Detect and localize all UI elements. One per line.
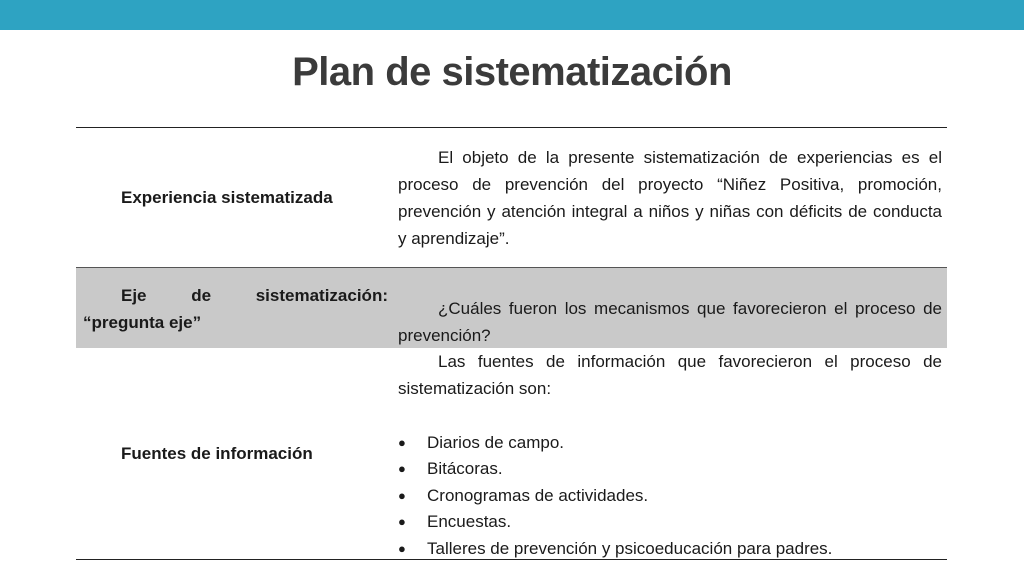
row-content: El objeto de la presente sistematización de experiencias es el proceso de prevención del proyecto “Niñez Positiva, promoción, prevención y atención integral a niños y niñas con déficits de conducta y aprendizaje”.: [398, 148, 942, 248]
bullet-icon: ●: [398, 514, 406, 530]
list-item: ● Cronogramas de actividades.: [398, 482, 942, 509]
list-item: ● Talleres de prevención y psicoeducación para padres.: [398, 535, 942, 562]
label-word: sistematización:: [255, 286, 388, 305]
page-title: Plan de sistematización: [292, 50, 732, 94]
list-item: ● Bitácoras.: [398, 456, 942, 483]
top-accent-bar: [0, 0, 1024, 30]
list-item: ● Encuestas.: [398, 509, 942, 536]
bullet-icon: ●: [398, 487, 406, 503]
plan-table: [76, 127, 947, 560]
sources-list: [398, 429, 942, 562]
label-word: de: [191, 286, 212, 305]
row-label: Fuentes de información: [121, 443, 313, 463]
table-row: [76, 128, 947, 268]
bullet-icon: ●: [398, 434, 406, 450]
list-item: ● Diarios de campo.: [398, 429, 942, 456]
table-row: [76, 348, 947, 559]
bullet-icon: ●: [398, 461, 406, 477]
row-content: [397, 348, 947, 559]
row-content: ¿Cuáles fueron los mecanismos que favorecieron el proceso de prevención?: [398, 299, 942, 345]
bullet-icon: ●: [398, 540, 406, 556]
row-label: Experiencia sistematizada: [121, 187, 333, 207]
intro-text: Las fuentes de información que favorecieron el proceso de sistematización son:: [398, 352, 942, 398]
label-word: Eje: [121, 286, 147, 305]
label-line2: “pregunta eje”: [83, 313, 202, 332]
row-label: [76, 268, 397, 348]
table-row: [76, 268, 947, 348]
